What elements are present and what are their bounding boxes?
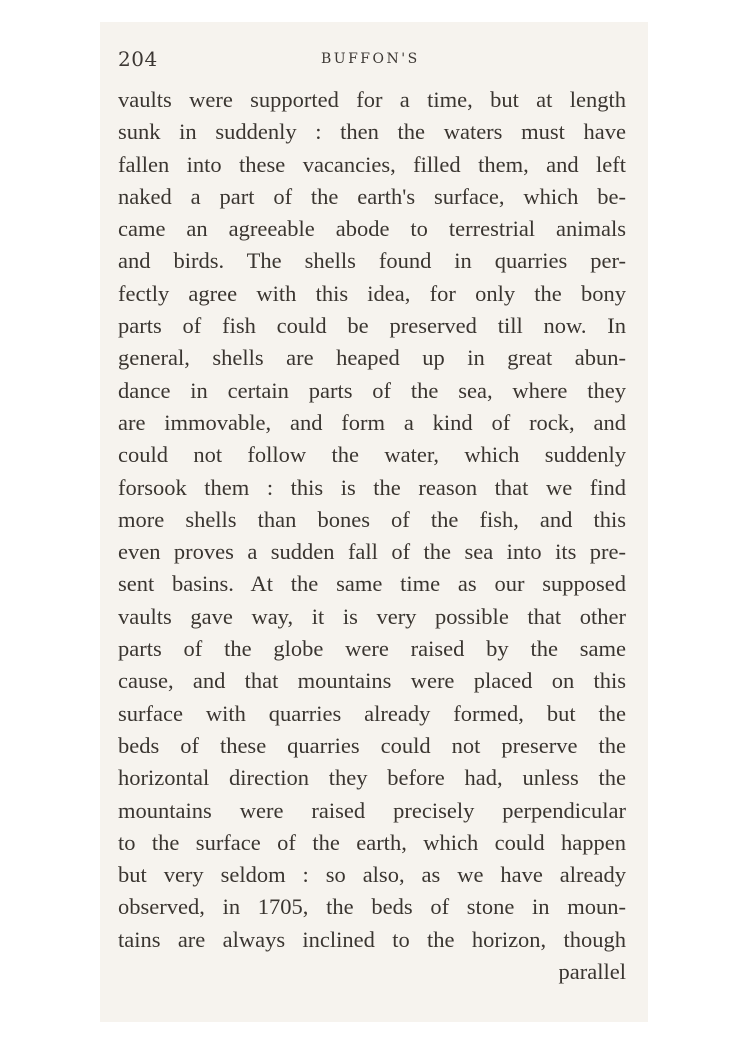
text-line: mountains were raised precisely perpendicular [118,797,626,823]
text-line: even proves a sudden fall of the sea into its pre- [118,539,626,565]
text-line: could not follow the water, which suddenly [118,442,626,468]
text-line: fallen into these vacancies, filled them, and left [118,151,626,177]
text-line: horizontal direction they before had, unless the [118,765,626,791]
running-head: BUFFON'S [321,51,420,67]
text-line: to the surface of the earth, which could happen [118,829,626,855]
text-line: and birds. The shells found in quarries per- [118,248,626,274]
text-line: but very seldom : so also, as we have already [118,862,626,888]
text-line: dance in certain parts of the sea, where they [118,377,626,403]
text-line: sent basins. At the same time as our supposed [118,571,626,597]
page-number: 204 [118,47,158,71]
text-line: cause, and that mountains were placed on this [118,668,626,694]
text-line: fectly agree with this idea, for only the bony [118,280,626,306]
body-text [118,84,626,988]
book-page [100,22,648,1022]
text-line: vaults gave way, it is very possible that other [118,603,626,629]
text-line: forsook them : this is the reason that we find [118,474,626,500]
text-line: parts of the globe were raised by the same [118,636,626,662]
text-line: naked a part of the earth's surface, which be- [118,183,626,209]
catchword: parallel [558,959,626,985]
text-line: general, shells are heaped up in great abun- [118,345,626,371]
text-line: more shells than bones of the fish, and this [118,506,626,532]
text-line: surface with quarries already formed, but the [118,700,626,726]
text-line: came an agreeable abode to terrestrial animals [118,216,626,242]
text-line: observed, in 1705, the beds of stone in moun- [118,894,626,920]
text-line: beds of these quarries could not preserve the [118,732,626,758]
text-line: sunk in suddenly : then the waters must have [118,119,626,145]
text-line: parts of fish could be preserved till now. In [118,313,626,339]
text-line: are immovable, and form a kind of rock, and [118,409,626,435]
text-line: vaults were supported for a time, but at length [118,87,626,112]
page-header [118,47,628,77]
text-line: tains are always inclined to the horizon, though [118,926,626,952]
